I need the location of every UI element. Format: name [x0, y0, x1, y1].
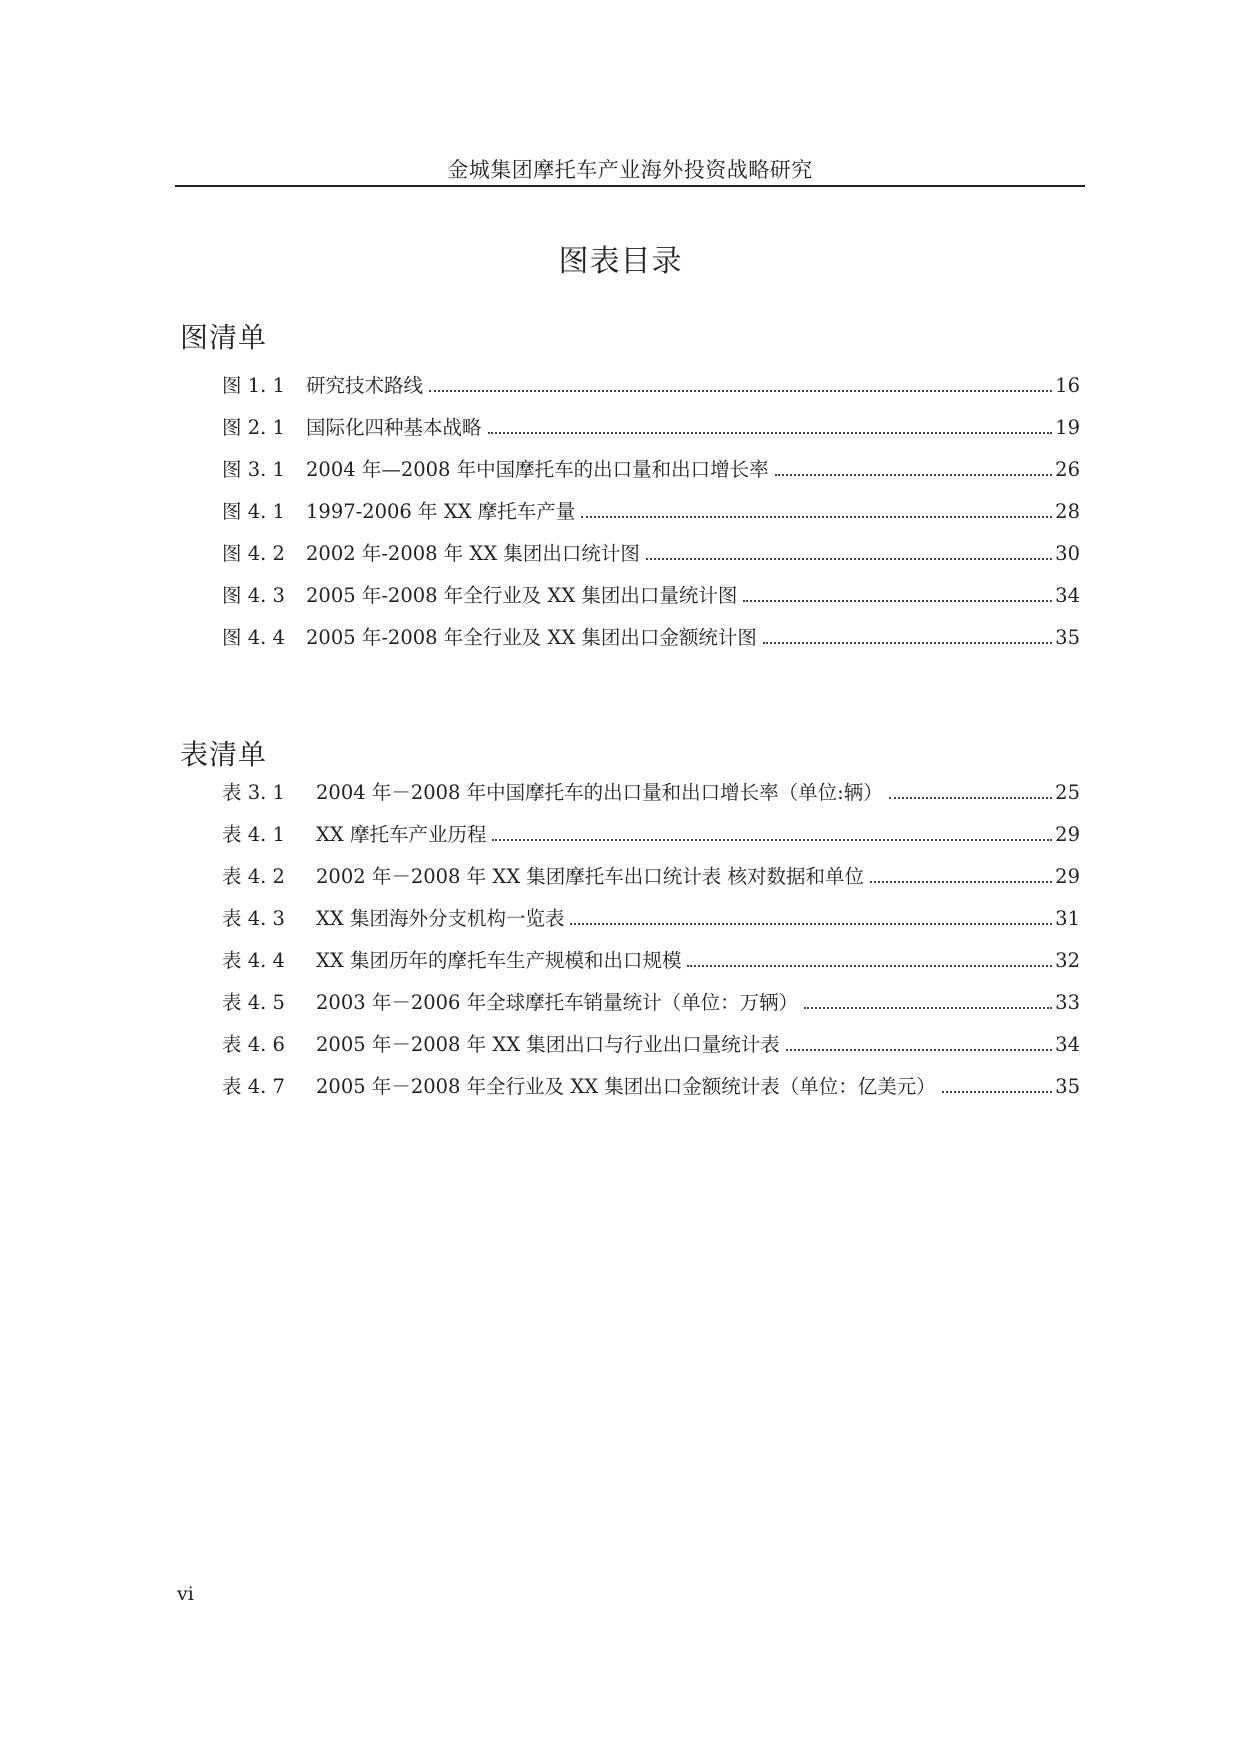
table-number: 表 4. 1 — [222, 823, 285, 846]
dot-leader — [775, 474, 1053, 476]
dot-leader — [889, 797, 1052, 799]
figure-list — [222, 370, 1080, 664]
page-reference: 35 — [1055, 626, 1080, 649]
dot-leader — [870, 881, 1052, 883]
dot-leader — [581, 516, 1052, 518]
table-list — [222, 777, 1080, 1113]
figure-list-entry[interactable] — [222, 496, 1080, 538]
table-list-heading: 表清单 — [180, 738, 268, 771]
figure-number: 图 1. 1 — [222, 374, 285, 397]
figure-list-entry[interactable] — [222, 454, 1080, 496]
figure-number: 图 3. 1 — [222, 458, 285, 481]
table-title: 2005 年－2008 年 XX 集团出口与行业出口量统计表 — [316, 1033, 780, 1056]
page-reference: 30 — [1055, 542, 1080, 565]
table-list-entry[interactable] — [222, 861, 1080, 903]
figure-number: 图 4. 2 — [222, 542, 285, 565]
table-number: 表 4. 4 — [222, 949, 285, 972]
running-header-title: 金城集团摩托车产业海外投资战略研究 — [447, 158, 813, 182]
figure-list-entry[interactable] — [222, 370, 1080, 412]
table-list-entry[interactable] — [222, 777, 1080, 819]
dot-leader — [804, 1007, 1052, 1009]
table-list-entry[interactable] — [222, 903, 1080, 945]
table-title: XX 摩托车产业历程 — [316, 823, 487, 846]
figure-list-entry[interactable] — [222, 622, 1080, 664]
page-reference: 28 — [1055, 500, 1080, 523]
dot-leader — [786, 1049, 1052, 1051]
header-rule — [175, 185, 1085, 187]
table-title: XX 集团历年的摩托车生产规模和出口规模 — [316, 949, 682, 972]
page-reference: 29 — [1055, 865, 1080, 888]
dot-leader — [488, 432, 1053, 434]
figure-list-entry[interactable] — [222, 538, 1080, 580]
figure-title: 1997-2006 年 XX 摩托车产量 — [306, 500, 576, 523]
dot-leader — [942, 1091, 1052, 1093]
dot-leader — [492, 839, 1052, 841]
figure-list-entry[interactable] — [222, 580, 1080, 622]
table-title: 2004 年－2008 年中国摩托车的出口量和出口增长率（单位:辆） — [316, 781, 883, 804]
dot-leader — [429, 390, 1052, 392]
table-list-entry[interactable] — [222, 945, 1080, 987]
page-title: 图表目录 — [558, 244, 683, 279]
page-reference: 34 — [1055, 1033, 1080, 1056]
page-reference: 19 — [1055, 416, 1080, 439]
page-reference: 34 — [1055, 584, 1080, 607]
figure-title: 2005 年-2008 年全行业及 XX 集团出口金额统计图 — [306, 626, 757, 649]
table-title: 2003 年－2006 年全球摩托车销量统计（单位：万辆） — [316, 991, 799, 1014]
table-list-entry[interactable] — [222, 1029, 1080, 1071]
table-number: 表 4. 5 — [222, 991, 285, 1014]
figure-title: 国际化四种基本战略 — [306, 416, 482, 439]
figure-title: 研究技术路线 — [306, 374, 424, 397]
table-number: 表 3. 1 — [222, 781, 285, 804]
page-reference: 32 — [1055, 949, 1080, 972]
table-number: 表 4. 7 — [222, 1075, 285, 1098]
figure-title: 2005 年-2008 年全行业及 XX 集团出口量统计图 — [306, 584, 738, 607]
page-reference: 16 — [1055, 374, 1080, 397]
dot-leader — [743, 600, 1052, 602]
table-number: 表 4. 2 — [222, 865, 285, 888]
figure-number: 图 4. 3 — [222, 584, 285, 607]
page-reference: 31 — [1055, 907, 1080, 930]
figure-number: 图 4. 1 — [222, 500, 285, 523]
figure-list-heading: 图清单 — [180, 321, 268, 354]
dot-leader — [646, 558, 1052, 560]
table-number: 表 4. 3 — [222, 907, 285, 930]
page-reference: 35 — [1055, 1075, 1080, 1098]
dot-leader — [763, 642, 1052, 644]
figure-number: 图 2. 1 — [222, 416, 285, 439]
table-title: XX 集团海外分支机构一览表 — [316, 907, 565, 930]
figure-list-entry[interactable] — [222, 412, 1080, 454]
page-reference: 26 — [1055, 458, 1080, 481]
table-title: 2005 年－2008 年全行业及 XX 集团出口金额统计表（单位：亿美元） — [316, 1075, 936, 1098]
dot-leader — [570, 923, 1052, 925]
page-reference: 33 — [1055, 991, 1080, 1014]
figure-number: 图 4. 4 — [222, 626, 285, 649]
page-number: vi — [177, 1583, 194, 1605]
table-list-entry[interactable] — [222, 819, 1080, 861]
page-reference: 25 — [1055, 781, 1080, 804]
table-number: 表 4. 6 — [222, 1033, 285, 1056]
figure-title: 2002 年-2008 年 XX 集团出口统计图 — [306, 542, 640, 565]
figure-title: 2004 年—2008 年中国摩托车的出口量和出口增长率 — [306, 458, 769, 481]
dot-leader — [687, 965, 1052, 967]
table-list-entry[interactable] — [222, 1071, 1080, 1113]
table-list-entry[interactable] — [222, 987, 1080, 1029]
table-title: 2002 年－2008 年 XX 集团摩托车出口统计表 核对数据和单位 — [316, 865, 865, 888]
page-reference: 29 — [1055, 823, 1080, 846]
